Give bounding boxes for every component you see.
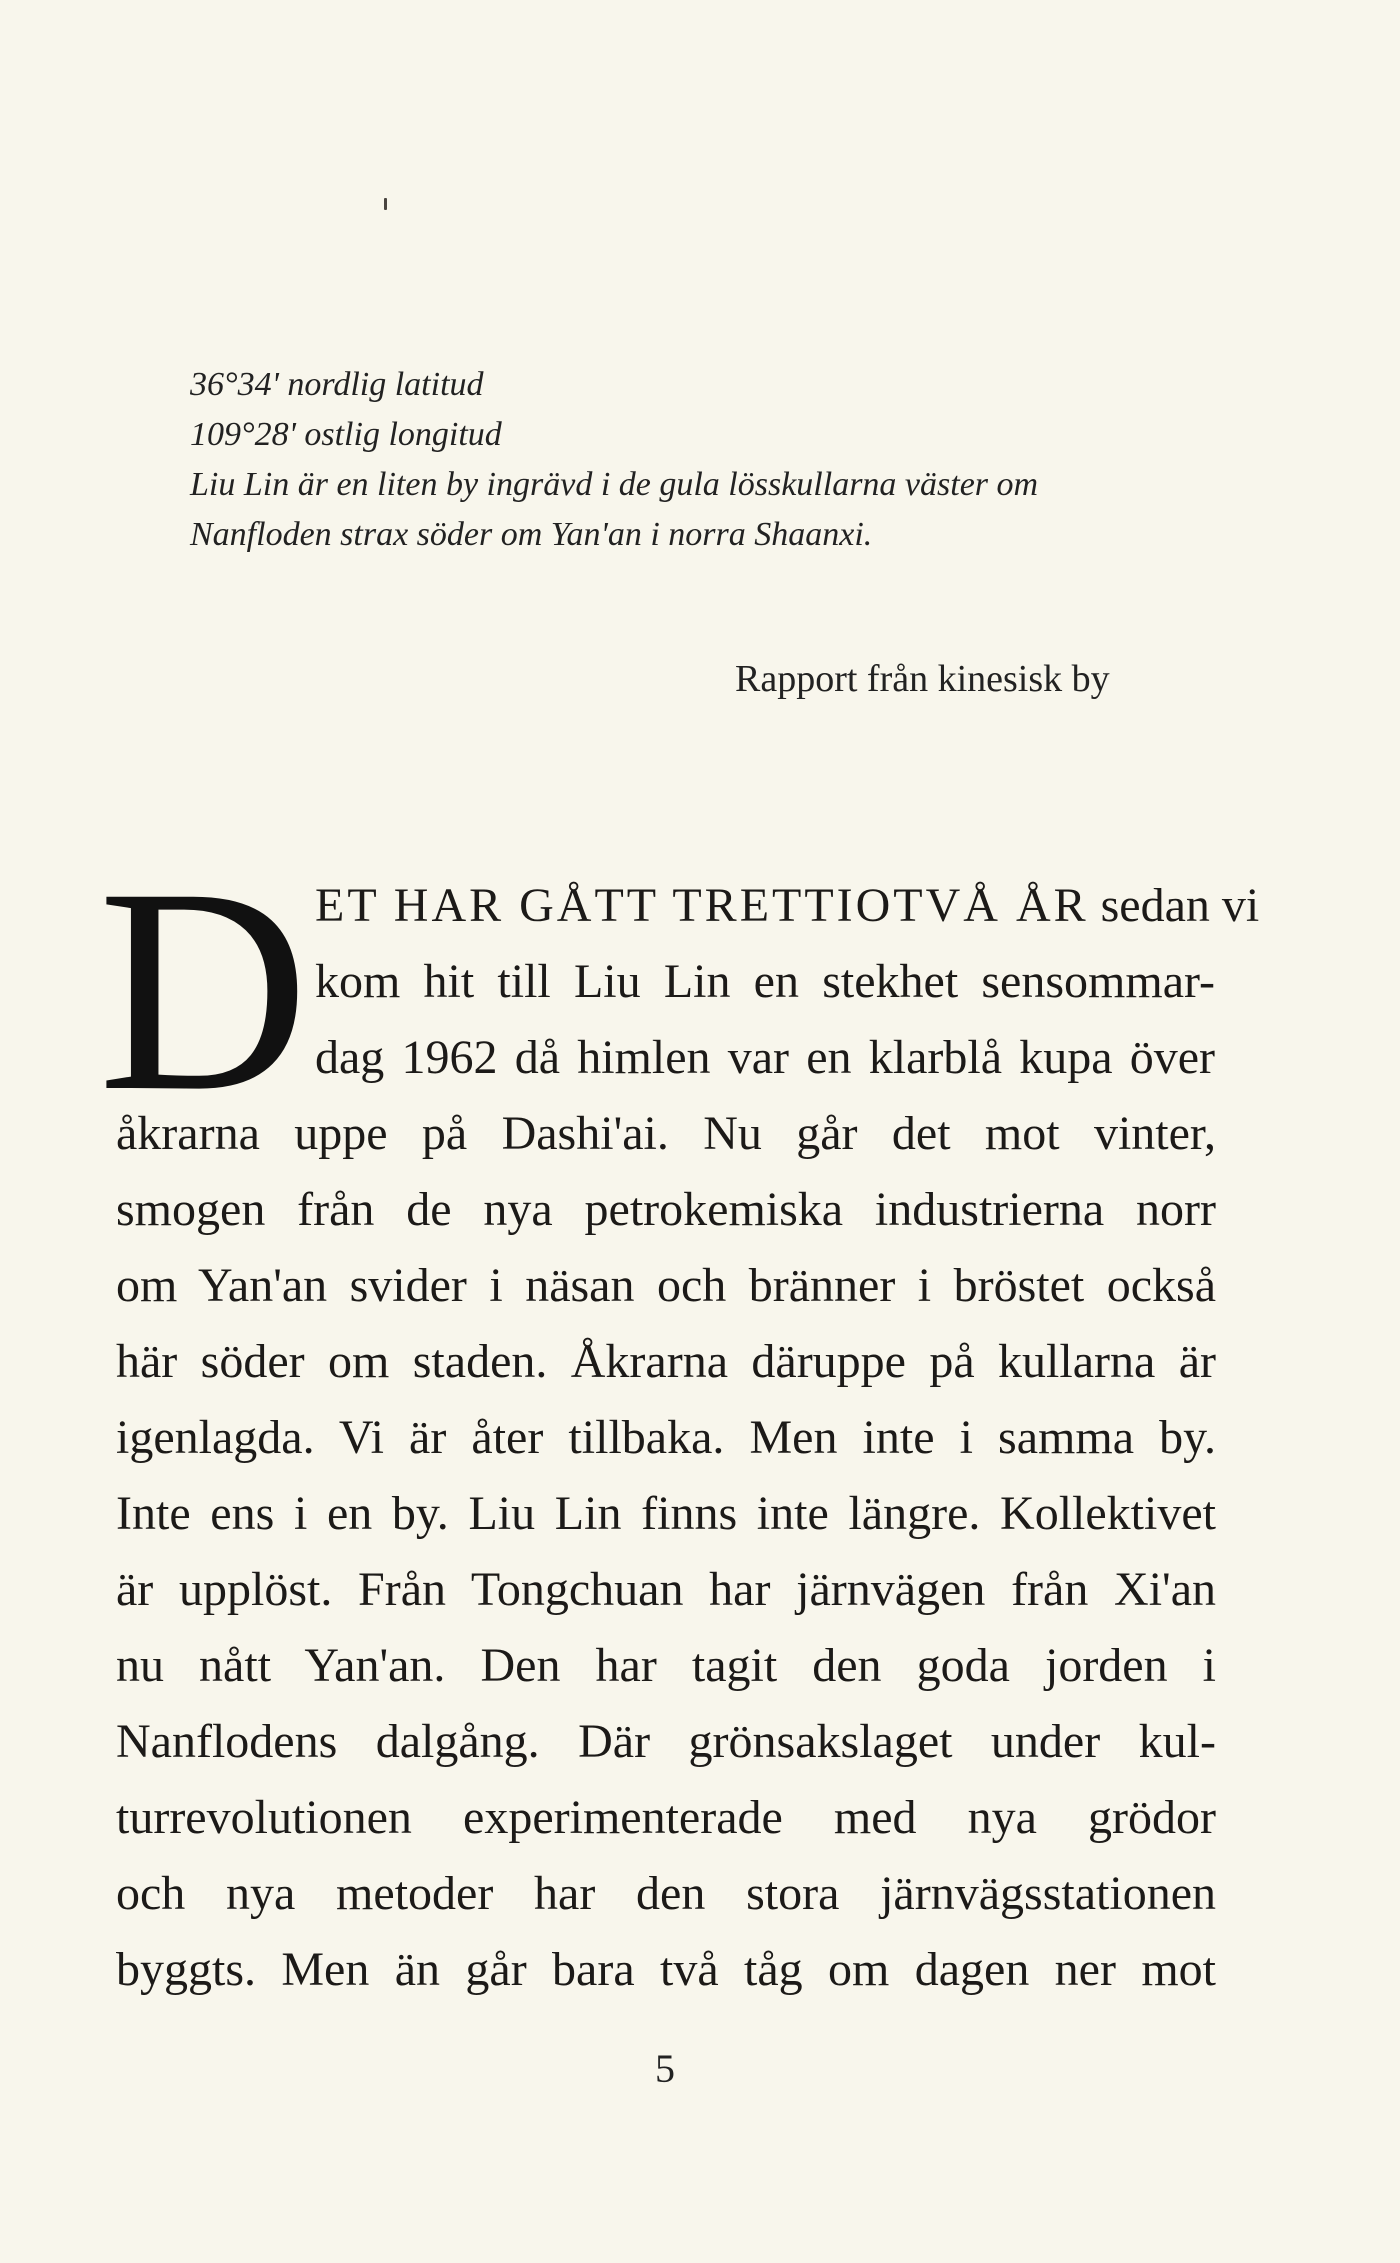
body-line: är upplöst. Från Tongchuan har järnvägen från Xi'an	[116, 1563, 1216, 1616]
body-line: byggts. Men än går bara två tåg om dagen ner mot	[116, 1943, 1216, 1996]
body-line: smogen från de nya petrokemiska industrierna norr	[116, 1183, 1216, 1236]
epigraph	[190, 360, 1190, 560]
body-line: kom hit till Liu Lin en stekhet sensommar-	[315, 955, 1215, 1008]
opening-rest: sedan vi	[1100, 879, 1260, 932]
page-number: 5	[655, 2046, 675, 2091]
body-line: åkrarna uppe på Dashi'ai. Nu går det mot vinter,	[116, 1107, 1216, 1160]
body-line: turrevolutionen experimenterade med nya grödor	[116, 1791, 1216, 1844]
body-line: om Yan'an svider i näsan och bränner i bröstet också	[116, 1259, 1216, 1312]
body-line: Inte ens i en by. Liu Lin finns inte längre. Kollektivet	[116, 1487, 1216, 1540]
body-line: och nya metoder har den stora järnvägsstationen	[116, 1867, 1216, 1920]
epigraph-line: Nanfloden strax söder om Yan'an i norra Shaanxi.	[190, 516, 873, 553]
epigraph-line: Liu Lin är en liten by ingrävd i de gula lösskullarna väster om	[190, 466, 1039, 503]
body-line: dag 1962 då himlen var en klarblå kupa över	[315, 1031, 1215, 1084]
epigraph-line: 36°34' nordlig latitud	[190, 366, 484, 403]
body-line: här söder om staden. Åkrarna däruppe på kullarna är	[116, 1335, 1216, 1388]
body-line: igenlagda. Vi är åter tillbaka. Men inte i samma by.	[116, 1411, 1216, 1464]
epigraph-line: 109°28' ostlig longitud	[190, 416, 502, 453]
body-line: nu nått Yan'an. Den har tagit den goda jorden i	[116, 1639, 1216, 1692]
body-line: Nanflodens dalgång. Där grönsakslaget under kul-	[116, 1715, 1216, 1768]
chapter-subtitle: Rapport från kinesisk by	[735, 658, 1110, 700]
opening-small-caps: ET HAR GÅTT TRETTIOTVÅ ÅR	[315, 879, 1089, 932]
drop-cap: D	[98, 829, 309, 1152]
body-line-first	[315, 868, 1260, 944]
ink-speck	[384, 198, 387, 210]
